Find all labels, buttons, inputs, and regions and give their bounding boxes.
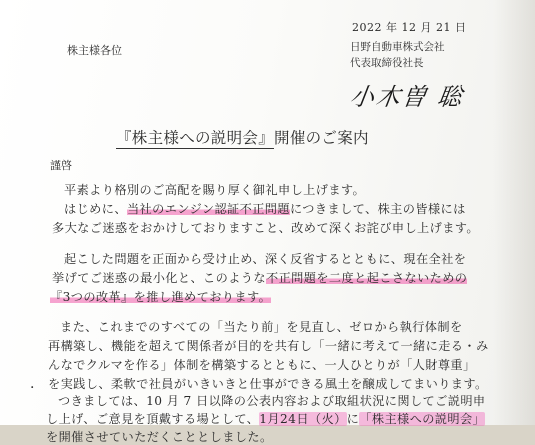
p4-line1: つきましては、10 月 7 日以降の公表内容および取組状況に関してご説明申 (58, 394, 486, 408)
p1-line2-pre: はじめに、 (64, 202, 127, 216)
p4-highlight-date: 1月24日（火） (259, 412, 347, 426)
p3-line3: んなでクルマを作る」体制を構築するとともに、一人ひとりが「人財尊重」 (48, 358, 476, 372)
ceo-title: 代表取締役社長 (350, 57, 424, 69)
p3-line2: 再構築し、機能を超えて関係者が目的を共有し「一緒に考えて一緒に走る・み (48, 339, 489, 353)
salutation: 謹啓 (50, 159, 72, 172)
p3-line4: を実践し、柔軟で社員がいきいきと仕事ができる風土を醸成してまいります。 (48, 377, 488, 391)
p1-line1: 平素より格別のご高配を賜り厚く御礼申し上げます。 (64, 183, 366, 197)
p2-highlight-three-reforms: 『3つの改革』を推し進めております。 (50, 290, 272, 304)
p1-line2 (64, 200, 466, 217)
p1-line3: 多大なご迷惑をおかけしておりますこと、改めて深くお詫び申し上げます。 (52, 221, 479, 235)
letter-date: 2022 年 12 月 21 日 (352, 21, 467, 34)
p2-line1: 起こした問題を正面から受け止め、深く反省するとともに、現在全社を (64, 252, 467, 266)
p4-line2-mid: に (346, 412, 360, 426)
margin-dot: · (30, 380, 35, 396)
p1-line2-post: につきまして、株主の皆様には (289, 202, 466, 216)
addressee: 株主様各位 (67, 44, 122, 57)
p4-highlight-event: 「株主様への説明会」 (359, 412, 486, 426)
p2-highlight-prevention: 不正問題を二度と起こさないための (266, 271, 468, 285)
title-suffix: 開催のご案内 (274, 129, 369, 147)
p1-highlight-certification-issue: 当社のエンジン認証不正問題 (126, 202, 290, 216)
document-title (116, 131, 369, 147)
company-name: 日野自動車株式会社 (350, 41, 445, 53)
p2-line3 (50, 288, 271, 305)
title-event: 『株主様への説明会』 (116, 129, 275, 147)
p2-line2-pre: 挙げてご迷惑の最小化と、このような (52, 271, 266, 285)
p2-line2 (52, 269, 467, 286)
p4-line2 (46, 410, 485, 427)
handwritten-signature: 小木曽 聡 (348, 83, 466, 111)
p4-line2-pre: し上げ、ご意見を頂戴する場として、 (46, 412, 260, 426)
p3-line1: また、これまでのすべての「当たり前」を見直し、ゼロから執行体制を (60, 320, 463, 334)
p4-line3: を開催させていただくこととしました。 (46, 430, 273, 444)
